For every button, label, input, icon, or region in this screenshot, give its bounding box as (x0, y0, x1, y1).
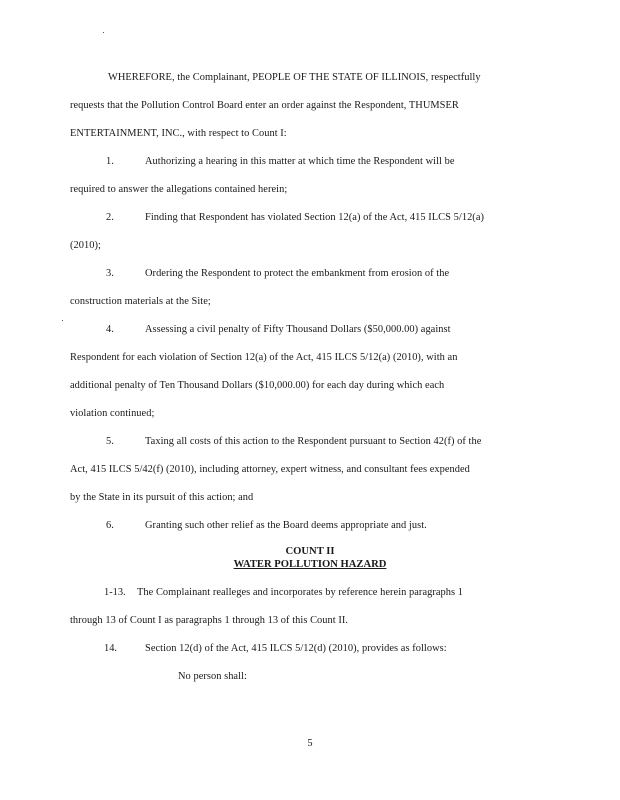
item-number: 6. (106, 520, 114, 531)
item-number: 3. (106, 268, 114, 279)
statute-quote: No person shall: (178, 671, 247, 682)
item-text-continued: required to answer the allegations contained herein; (70, 184, 288, 195)
paragraph-number: 14. (104, 643, 117, 654)
item-text-continued: Respondent for each violation of Section 12(a) of the Act, 415 ILCS 5/12(a) (2010), with an (70, 352, 458, 363)
item-text: Granting such other relief as the Board deems appropriate and just. (145, 520, 427, 531)
paragraph-text: The Complainant realleges and incorporates by reference herein paragraphs 1 (137, 587, 464, 598)
intro-line-1: WHEREFORE, the Complainant, PEOPLE OF THE STATE OF ILLINOIS, respectfully (108, 72, 481, 83)
item-text-continued: violation continued; (70, 408, 155, 419)
item-text: Assessing a civil penalty of Fifty Thousand Dollars ($50,000.00) against (145, 324, 451, 335)
item-text-continued: Act, 415 ILCS 5/42(f) (2010), including attorney, expert witness, and consultant fees expended (70, 464, 470, 475)
item-text: Authorizing a hearing in this matter at which time the Respondent will be (145, 156, 455, 167)
page-number: 5 (307, 738, 313, 749)
intro-line-2: requests that the Pollution Control Board enter an order against the Respondent, THUMSER (70, 100, 459, 111)
item-text: Ordering the Respondent to protect the embankment from erosion of the (145, 268, 450, 279)
item-number: 4. (106, 324, 114, 335)
item-text-continued: by the State in its pursuit of this action; and (70, 492, 254, 503)
item-text-continued: construction materials at the Site; (70, 296, 211, 307)
paragraph-text-continued: through 13 of Count I as paragraphs 1 through 13 of this Count II. (70, 615, 349, 626)
item-text: Finding that Respondent has violated Section 12(a) of the Act, 415 ILCS 5/12(a) (145, 212, 484, 223)
item-text-continued: (2010); (70, 240, 101, 251)
scan-speck (103, 32, 104, 33)
scan-speck (62, 320, 63, 321)
intro-line-3: ENTERTAINMENT, INC., with respect to Count I: (70, 128, 287, 139)
item-number: 2. (106, 212, 114, 223)
count-title: COUNT II (285, 546, 335, 557)
paragraph-text: Section 12(d) of the Act, 415 ILCS 5/12(d) (2010), provides as follows: (145, 643, 447, 654)
item-text-continued: additional penalty of Ten Thousand Dollars ($10,000.00) for each day during which each (70, 380, 445, 391)
count-subtitle: WATER POLLUTION HAZARD (233, 559, 387, 570)
item-text: Taxing all costs of this action to the Respondent pursuant to Section 42(f) of the (145, 436, 482, 447)
item-number: 5. (106, 436, 114, 447)
item-number: 1. (106, 156, 114, 167)
paragraph-number: 1-13. (104, 587, 126, 598)
